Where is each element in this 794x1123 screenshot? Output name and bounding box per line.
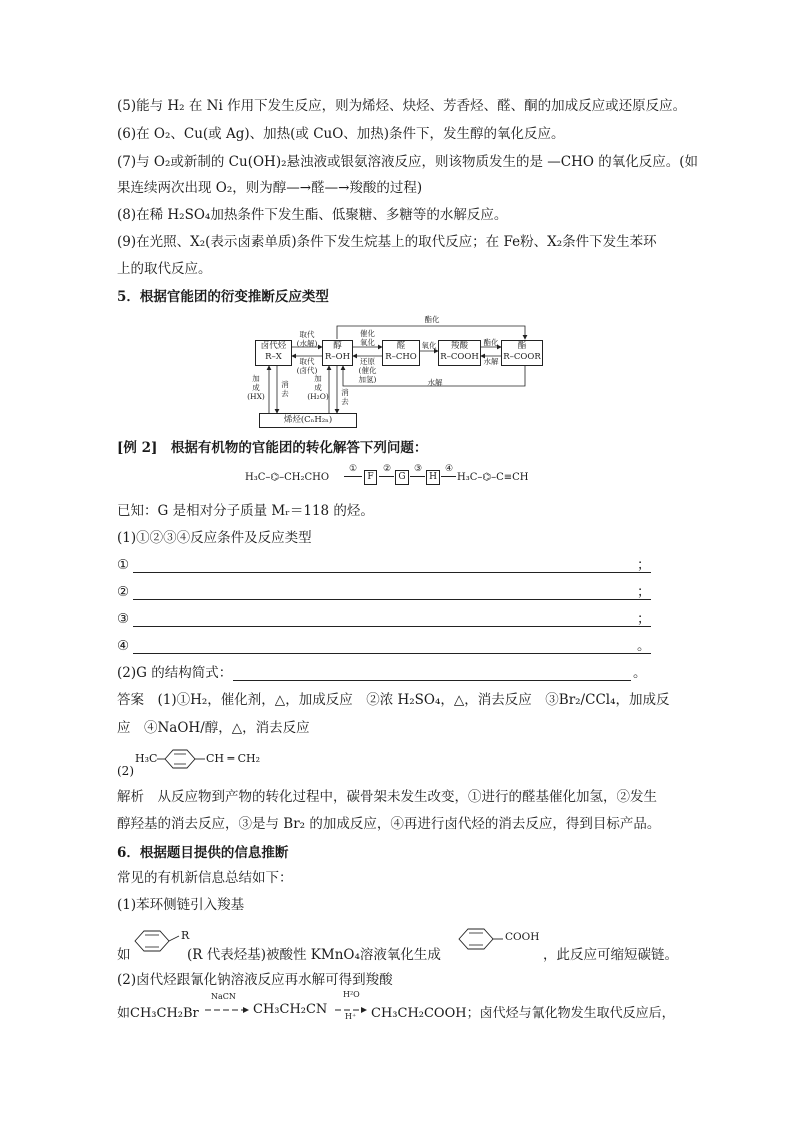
scheme-step-4: ④ xyxy=(445,464,454,474)
blank-line-4[interactable] xyxy=(133,653,651,654)
item-1-title: (1)苯环侧链引入羧基 xyxy=(117,897,245,913)
blank-line-1[interactable] xyxy=(133,572,651,573)
label-hydrolysis2: 水解 xyxy=(427,378,443,387)
blank-end-4: 。 xyxy=(637,638,651,654)
item-2-reagent-2a: H²O xyxy=(343,990,360,999)
question-2-label: (2)G 的结构简式： xyxy=(117,665,233,681)
benzene-ring-icon xyxy=(133,929,181,955)
label-sub-halide: 取代 (卤代) xyxy=(296,357,318,375)
label-elim1: 消 去 xyxy=(281,380,289,398)
paragraph-9b: 上的取代反应。 xyxy=(117,261,212,277)
paragraph-8: (8)在稀 H₂SO₄加热条件下发生酯、低聚糖、多糖等的水解反应。 xyxy=(117,207,508,223)
reaction-scheme xyxy=(245,464,555,490)
label-elim2: 消 去 xyxy=(341,388,349,406)
scheme-step-1: ① xyxy=(349,464,358,474)
label-esterify2: 酯化 xyxy=(483,338,499,347)
item-2-reagent-2b: H⁺ xyxy=(345,1012,357,1021)
blank-end-2: ； xyxy=(637,584,651,600)
blank-end-1: ； xyxy=(637,557,651,573)
box-alcohol: 醇 R–OH xyxy=(322,340,353,366)
paragraph-9a: (9)在光照、X₂(表示卤素单质)条件下发生烷基上的取代反应；在 Fe粉、X₂条件下发生苯环 xyxy=(117,234,657,250)
blank-num-3: ③ xyxy=(117,611,130,627)
label-reduce: 还原 (催化 加氢) xyxy=(358,357,377,384)
arrow-icon xyxy=(205,1005,251,1015)
scheme-arrow-1 xyxy=(344,476,362,477)
question-2-blank[interactable] xyxy=(233,680,631,681)
paragraph-5: (5)能与 H₂ 在 Ni 作用下发生反应，则为烯烃、炔烃、芳香烃、醛、酮的加成反应或还原反应。 xyxy=(117,98,687,114)
scheme-box-g: G xyxy=(395,470,409,485)
label-oxidize: 氧化 xyxy=(421,341,437,350)
scheme-step-2: ② xyxy=(383,464,392,474)
answer-line-b: 应 ④NaOH/醇，△，消去反应 xyxy=(117,720,310,736)
item-1-pre: 如 xyxy=(117,947,131,963)
blank-num-4: ④ xyxy=(117,638,130,654)
question-2[interactable] xyxy=(117,663,677,683)
scheme-end: H₃C–⌬–C≡CH xyxy=(457,472,529,483)
box-ester: 酯 R–COOR xyxy=(501,340,543,366)
scheme-box-h: H xyxy=(426,470,440,485)
paragraph-6: (6)在 O₂、Cu(或 Ag)、加热(或 CuO、加热)条件下，发生醇的氧化反应。 xyxy=(117,126,565,142)
label-add-hx: 加 成 (HX) xyxy=(247,374,265,401)
scheme-step-3: ③ xyxy=(414,464,423,474)
scheme-start: H₃C–⌬–CH₂CHO xyxy=(245,472,330,483)
answer-2-label: (2) xyxy=(117,764,134,778)
box-acid: 羧酸 R–COOH xyxy=(438,340,481,366)
answer-line-a: 答案 (1)①H₂，催化剂，△，加成反应 ②浓 H₂SO₄，△，消去反应 ③Br₂/CCl₄，加成反 xyxy=(117,692,670,708)
analysis-line-a: 解析 从反应物到产物的转化过程中，碳骨架未发生改变，①进行的醛基催化加氢，②发生 xyxy=(117,789,657,805)
label-add-h2o: 加 成 (H₂O) xyxy=(307,374,329,401)
item-2-pre: 如CH₃CH₂Br xyxy=(117,1006,199,1021)
blank-end-3: ； xyxy=(637,611,651,627)
blank-line-3[interactable] xyxy=(133,626,651,627)
item-1-example xyxy=(117,925,687,961)
section-6-title: 6．根据题目提供的信息推断 xyxy=(117,845,289,861)
label-cat-ox: 催化 氧化 xyxy=(360,329,375,347)
answer-2-methyl: H₃C xyxy=(135,752,158,765)
item-1-r-group: R xyxy=(181,929,190,942)
item-1-mid: (R 代表烃基)被酸性 KMnO₄溶液氧化生成 xyxy=(187,947,441,963)
item-1-cooh: COOH xyxy=(505,931,540,943)
blank-num-2: ② xyxy=(117,584,130,600)
box-halide: 卤代烃 R–X xyxy=(255,340,292,366)
label-sub-hydrolysis: 取代 (水解) xyxy=(296,330,318,348)
blank-num-1: ① xyxy=(117,557,130,573)
answer-2-structure xyxy=(117,748,317,778)
known-info: 已知：G 是相对分子质量 Mᵣ＝118 的烃。 xyxy=(117,503,374,519)
example2-title: [例 2] 根据有机物的官能团的转化解答下列问题： xyxy=(117,440,428,456)
benzene-ring-icon xyxy=(157,748,205,774)
item-2-post: CH₃CH₂COOH；卤代烃与氰化物发生取代反应后， xyxy=(371,1006,675,1021)
section-6-intro: 常见的有机新信息总结如下： xyxy=(117,870,293,886)
label-hydrolysis: 水解 xyxy=(483,357,499,366)
scheme-arrow-4 xyxy=(441,476,456,477)
functional-group-diagram xyxy=(247,315,545,433)
analysis-line-b: 醇羟基的消去反应，③是与 Br₂ 的加成反应，④再进行卤代烃的消去反应，得到目标产品。 xyxy=(117,816,661,832)
paragraph-7a: (7)与 O₂或新制的 Cu(OH)₂悬浊液或银氨溶液反应，则该物质发生的是 —CHO 的氧化反应。(如 xyxy=(117,154,699,170)
arrow-icon xyxy=(335,1005,369,1015)
section-5-title: 5．根据官能团的衍变推断反应类型 xyxy=(117,289,329,305)
question-1: (1)①②③④反应条件及反应类型 xyxy=(117,530,312,546)
item-2-example xyxy=(117,990,687,1022)
label-esterify: 酯化 xyxy=(424,315,440,324)
scheme-arrow-3 xyxy=(410,476,425,477)
blank-line-2[interactable] xyxy=(133,599,651,600)
scheme-box-f: F xyxy=(364,470,377,485)
answer-2-vinyl: CH ═ CH₂ xyxy=(206,752,261,765)
item-1-post: ，此反应可缩短碳链。 xyxy=(543,947,678,963)
scheme-arrow-2 xyxy=(379,476,394,477)
box-alkene: 烯烃(CₙH₂ₙ) xyxy=(259,413,357,428)
item-2-reagent-1: NaCN xyxy=(211,992,236,1001)
box-aldehyde: 醛 R–CHO xyxy=(382,340,420,366)
paragraph-7b: 果连续两次出现 O₂，则为醇—→醛—→羧酸的过程) xyxy=(117,180,423,196)
item-2-mid: CH₃CH₂CN xyxy=(253,1002,328,1017)
benzene-ring-icon xyxy=(457,927,505,953)
item-2-title: (2)卤代烃跟氰化钠溶液反应再水解可得到羧酸 xyxy=(117,972,393,988)
question-2-end: 。 xyxy=(633,665,647,681)
